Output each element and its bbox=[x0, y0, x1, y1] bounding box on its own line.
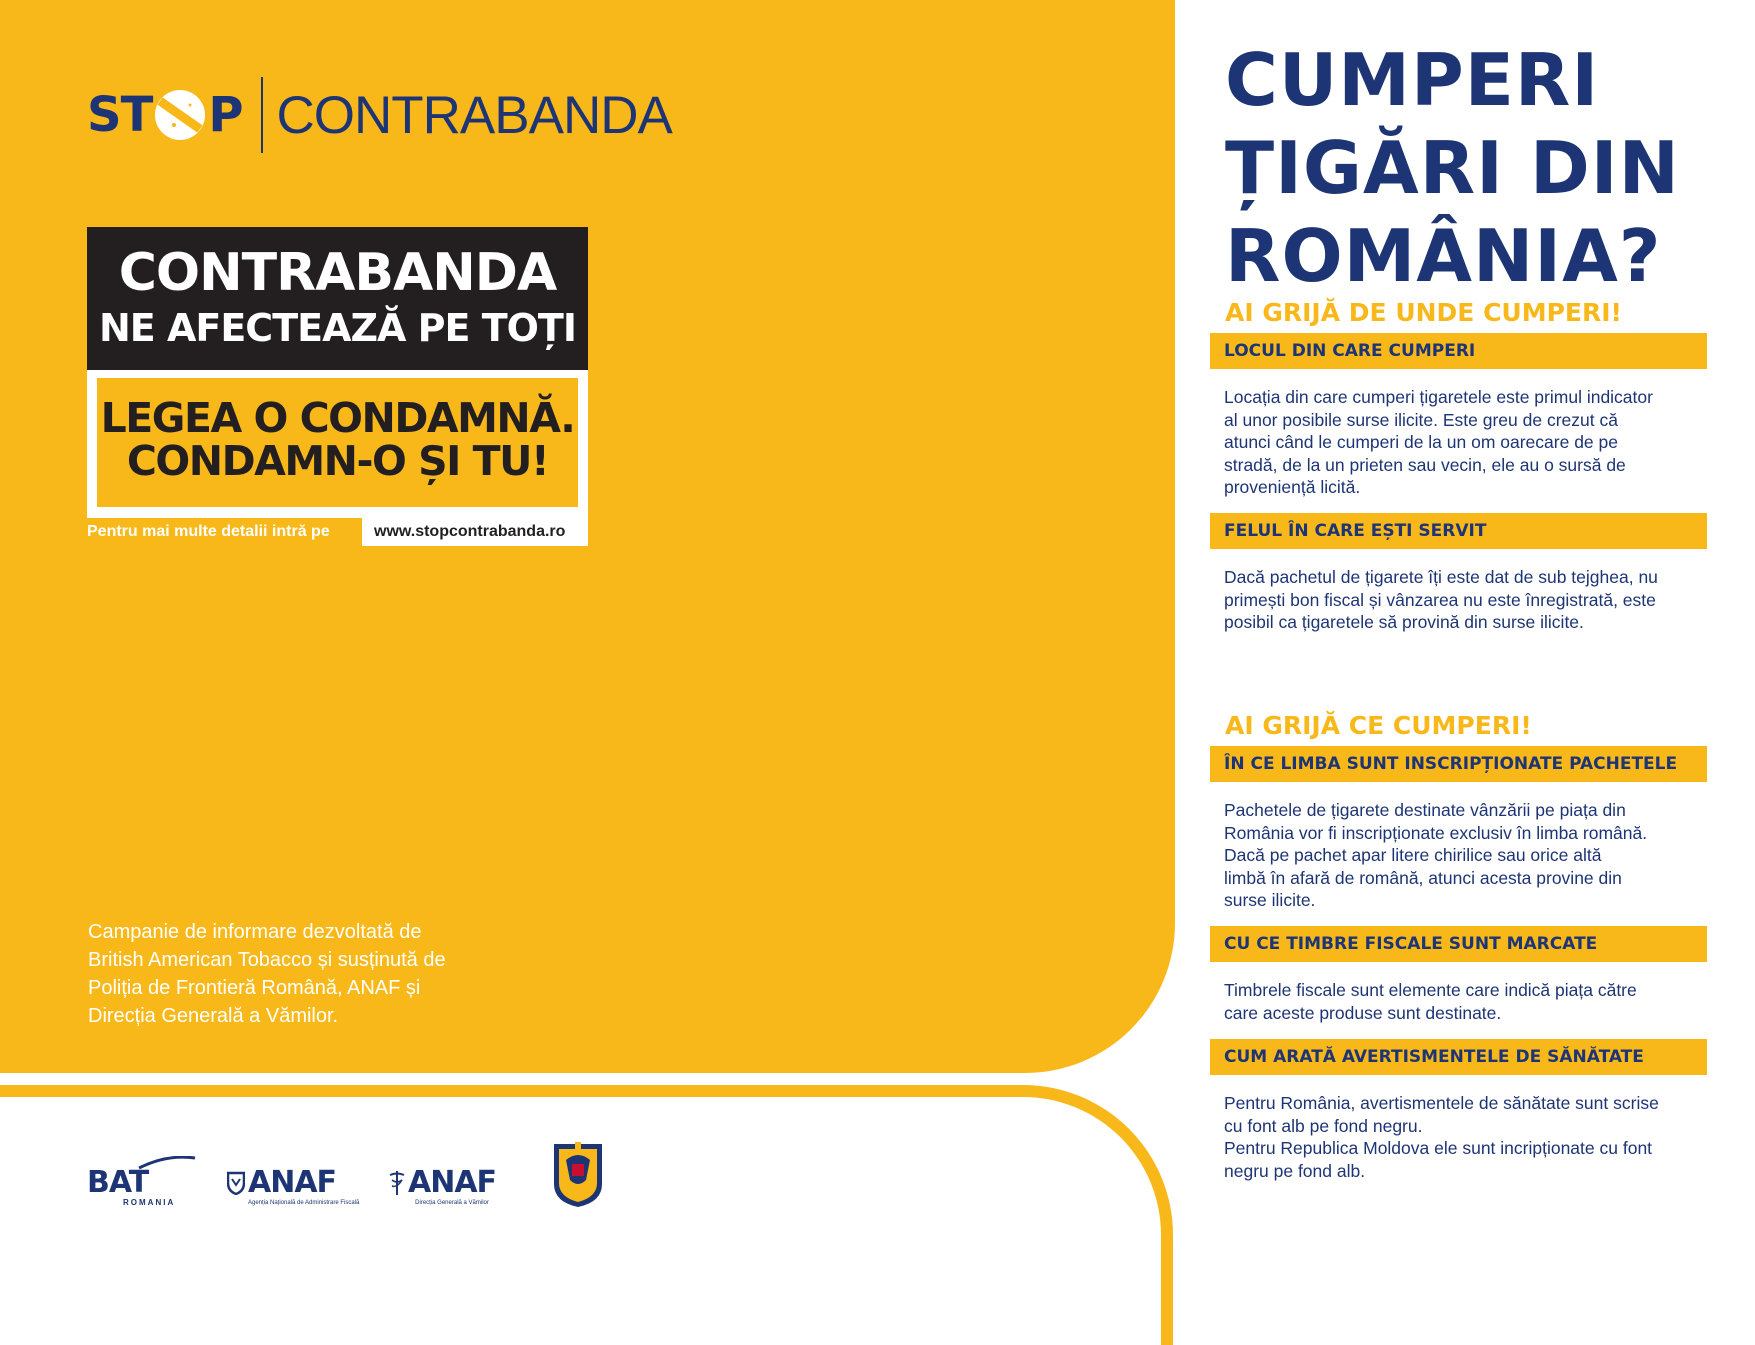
logo-contrabanda: CONTRABANDA bbox=[276, 85, 672, 145]
website-link[interactable]: www.stopcontrabanda.ro bbox=[362, 518, 588, 546]
section1-item2-heading bbox=[1210, 513, 1707, 549]
text-line: Dacă pachetul de țigarete îți este dat de sub tejghea, nu bbox=[1224, 567, 1658, 587]
bat-logo bbox=[87, 1165, 176, 1207]
section1-title: AI GRIJĂ DE UNDE CUMPERI! bbox=[1225, 298, 1622, 327]
text-line: care aceste produse sunt destinate. bbox=[1224, 1002, 1502, 1023]
heading-label: CU CE TIMBRE FISCALE SUNT MARCATE bbox=[1224, 934, 1598, 954]
text-line: primești bon fiscal și vânzarea nu este înregistrată, este bbox=[1224, 589, 1656, 610]
anaf-shield-icon bbox=[227, 1171, 245, 1195]
heading-label: LOCUL DIN CARE CUMPERI bbox=[1224, 341, 1476, 361]
anaf-customs-logo bbox=[389, 1165, 497, 1206]
section2-item2-heading bbox=[1210, 926, 1707, 962]
logo-separator bbox=[261, 77, 263, 153]
slogan-line3: LEGEA O CONDAMNĂ. bbox=[100, 394, 575, 442]
campaign-line: Poliția de Frontieră Română, ANAF și bbox=[88, 977, 421, 999]
section1-item1-heading bbox=[1210, 333, 1707, 369]
text-line: surse ilicite. bbox=[1224, 890, 1316, 910]
anaf-logo-text: ANAF bbox=[248, 1165, 337, 1200]
text-line: limbă în afară de română, atunci acesta provine din bbox=[1224, 867, 1622, 888]
headline-line3: ROMÂNIA? bbox=[1225, 214, 1662, 298]
slogan-black-box bbox=[87, 227, 588, 370]
campaign-text bbox=[88, 918, 528, 1030]
text-line: România vor fi inscripționate exclusiv în limba română. bbox=[1224, 822, 1648, 843]
text-line: posibil ca țigaretele să provină din surse ilicite. bbox=[1224, 612, 1584, 632]
heading-label: CUM ARATĂ AVERTISMENTELE DE SĂNĂTATE bbox=[1224, 1047, 1644, 1067]
text-line: Locația din care cumperi țigaretele este primul indicator bbox=[1224, 387, 1653, 407]
section2-item2-text bbox=[1224, 979, 1694, 1024]
bat-logo-text: BAT bbox=[87, 1165, 149, 1200]
slogan-yellow-box bbox=[97, 378, 578, 507]
slogan-line1: CONTRABANDA bbox=[118, 243, 557, 303]
anaf-customs-logo-text: ANAF bbox=[408, 1165, 497, 1200]
headline-line1: CUMPERI bbox=[1225, 38, 1600, 122]
slogan-line4: CONDAMN-O ȘI TU! bbox=[126, 437, 549, 486]
campaign-line: Campanie de informare dezvoltată de bbox=[88, 921, 422, 943]
text-line: Timbrele fiscale sunt elemente care indică piața către bbox=[1224, 980, 1637, 1000]
anaf-logo-sub: Agenția Națională de Administrare Fiscală bbox=[248, 1200, 360, 1206]
text-line: cu font alb pe fond negru. bbox=[1224, 1115, 1423, 1136]
headline bbox=[1225, 36, 1725, 300]
slogan-white-frame bbox=[87, 370, 588, 518]
stop-contrabanda-logo bbox=[87, 76, 672, 154]
details-bar bbox=[87, 518, 588, 546]
bat-logo-sub: ROMANIA bbox=[123, 1198, 176, 1207]
caduceus-icon bbox=[389, 1170, 405, 1196]
section2-item3-heading bbox=[1210, 1039, 1707, 1075]
section2-item1-heading bbox=[1210, 746, 1707, 782]
section1-item1-text bbox=[1224, 386, 1694, 499]
section2-title: AI GRIJĂ CE CUMPERI! bbox=[1225, 711, 1532, 740]
campaign-line: Direcția Generală a Vămilor. bbox=[88, 1005, 339, 1027]
section1-item2-text bbox=[1224, 566, 1694, 634]
section2-item1-text bbox=[1224, 799, 1694, 912]
campaign-line: British American Tobacco și susținută de bbox=[88, 949, 446, 971]
partner-logos bbox=[87, 1140, 617, 1220]
text-line: Pachetele de țigarete destinate vânzării pe piața din bbox=[1224, 800, 1626, 820]
text-line: proveniență licită. bbox=[1224, 477, 1361, 497]
stop-sign-icon bbox=[154, 89, 206, 141]
anaf-customs-logo-sub: Direcția Generală a Vămilor bbox=[415, 1200, 489, 1206]
logo-stop-st: ST bbox=[87, 87, 153, 143]
text-line: Dacă pe pachet apar litere chirilice sau orice altă bbox=[1224, 845, 1602, 865]
slogan-line2: NE AFECTEAZĂ PE TOȚI bbox=[98, 306, 576, 350]
headline-line2: ȚIGĂRI DIN bbox=[1225, 126, 1680, 210]
logo-stop-p: P bbox=[208, 87, 243, 143]
text-line: Pentru România, avertismentele de sănătate sunt scrise bbox=[1224, 1093, 1659, 1113]
heading-label: ÎN CE LIMBA SUNT INSCRIPȚIONATE PACHETELE bbox=[1224, 754, 1678, 774]
details-text: Pentru mai multe detalii intră pe bbox=[87, 523, 330, 540]
text-line: stradă, de la un prieten sau vecin, ele au o sursă de bbox=[1224, 454, 1626, 475]
text-line: Pentru Republica Moldova ele sunt incripționate cu font bbox=[1224, 1138, 1653, 1158]
heading-label: FELUL ÎN CARE EȘTI SERVIT bbox=[1224, 521, 1487, 541]
section2-item3-text bbox=[1224, 1092, 1694, 1182]
logo-stop bbox=[87, 87, 243, 143]
text-line: al unor posibile surse ilicite. Este greu de crezut că bbox=[1224, 409, 1618, 430]
text-line: atunci când le cumperi de la un om oarecare de pe bbox=[1224, 432, 1618, 452]
bat-swoosh-icon bbox=[137, 1156, 197, 1170]
text-line: negru pe fond alb. bbox=[1224, 1160, 1366, 1181]
border-police-crest-icon bbox=[552, 1140, 604, 1208]
anaf-logo bbox=[227, 1165, 360, 1206]
